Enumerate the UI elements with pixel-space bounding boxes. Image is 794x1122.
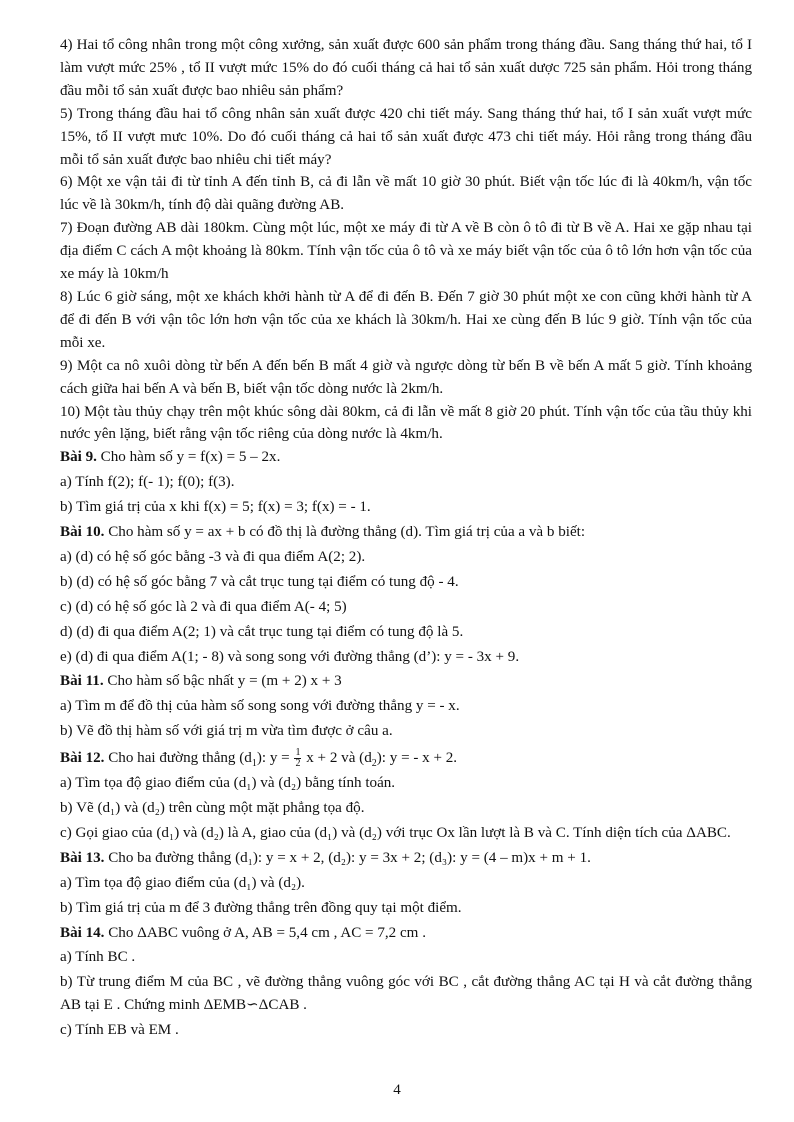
problem-8: 8) Lúc 6 giờ sáng, một xe khách khởi hành từ A để đi đến B. Đến 7 giờ 30 phút một xe con cũng khởi hành từ A để đi đến B với vận tôc lớn hơn vận tốc của xe khách là 30km/h. Hai xe cùng đến B lúc 9 giờ. Tính vận tốc của mỗi xe. xyxy=(60,288,752,351)
bai11-heading xyxy=(60,670,752,693)
bai11-text: Cho hàm số bậc nhất y = (m + 2) x + 3 xyxy=(103,673,342,690)
bai11-b: b) Vẽ đồ thị hàm số với giá trị m vừa tìm được ở câu a. xyxy=(60,723,393,740)
bai10-b: b) (d) có hệ số góc bằng 7 và cắt trục tung tại điểm có tung độ - 4. xyxy=(60,573,459,590)
problem-4: 4) Hai tổ công nhân trong một công xưởng, sản xuất được 600 sản phẩm trong tháng đầu. Sang tháng thứ hai, tổ I làm vượt mức 25% , tổ II vượt mức 15% do đó cuối tháng cả hai tổ sản xuất dược 725 sản phẩm. Hỏi trong tháng đầu mỗi tổ sản xuất được bao nhiêu sản phẩm? xyxy=(60,37,752,99)
bai12-b: b) Vẽ (d₁) và (d₂) trên cùng một mặt phẳng tọa độ. xyxy=(60,800,365,816)
bai9-a: a) Tính f(2); f(- 1); f(0); f(3). xyxy=(60,474,235,491)
problem-6: 6) Một xe vận tải đi từ tỉnh A đến tỉnh B, cả đi lẫn về mất 10 giờ 30 phút. Biết vận tốc lúc đi là 40km/h, vận tốc lúc về là 30km/h, tính độ dài quãng đường AB. xyxy=(60,174,752,214)
bai14-c: c) Tính EB và EM . xyxy=(60,1022,179,1039)
bai12-sub1: 1 xyxy=(251,758,257,770)
bai10-heading xyxy=(60,521,752,544)
problem-7: 7) Đoạn đường AB dài 180km. Cùng một lúc, một xe máy đi từ A về B còn ô tô đi từ B về A. Hai xe gặp nhau tại địa điểm C cách A một khoảng là 80km. Tính vận tốc của ô tô và xe máy biết vận tốc của ô tô lớn hơn vận tốc của xe máy là 10km/h xyxy=(60,220,752,283)
bai14-a: a) Tính BC . xyxy=(60,949,136,966)
bai12-c: c) Gọi giao của (d₁) và (d₂) là A, giao của (d₁) và (d₂) với trục Ox lần lượt là B và C. Tính diện tích của ΔABC. xyxy=(60,824,731,841)
bai9-b: b) Tìm giá trị của x khi f(x) = 5; f(x) = 3; f(x) = - 1. xyxy=(60,499,371,516)
bai14-text: Cho ΔABC vuông ở A, AB = 5,4 cm , AC = 7,2 cm . xyxy=(104,924,426,941)
problem-9: 9) Một ca nô xuôi dòng từ bến A đến bến B mất 4 giờ và ngược dòng từ bến B về bến A mất 5 giờ. Tính khoảng cách giữa hai bến A và bến B, biết vận tốc dòng nước là 2km/h. xyxy=(60,357,752,397)
bai10-text: Cho hàm số y = ax + b có đồ thị là đường thẳng (d). Tìm giá trị của a và b biết: xyxy=(104,524,586,541)
bai12-text-after: x + 2 và (d xyxy=(302,750,372,767)
bai10-a: a) (d) có hệ số góc bằng -3 và đi qua điểm A(2; 2). xyxy=(60,548,366,565)
bai10-c: c) (d) có hệ số góc là 2 và đi qua điểm A(- 4; 5) xyxy=(60,598,347,615)
problem-5: 5) Trong tháng đầu hai tổ công nhân sản xuất được 420 chi tiết máy. Sang tháng thứ hai, tổ I sản xuất vượt mức 15%, tổ II vượt mưc 10%. Do đó cuối tháng cả hai tổ sản xuất được 473 chi tiết máy. Hỏi rằng trong tháng đầu mỗi tổ sản xuất được bao nhiêu chi tiết máy? xyxy=(60,105,752,168)
document-page xyxy=(60,34,752,1042)
fraction-one-half xyxy=(294,748,301,769)
bai13-text: Cho ba đường thẳng (d₁): y = x + 2, (d₂): y = 3x + 2; (d₃): y = (4 – m)x + m + 1. xyxy=(104,849,591,866)
bai11-label: Bài 11. xyxy=(60,673,104,690)
bai12-a: a) Tìm tọa độ giao điểm của (d₁) và (d₂) bằng tính toán. xyxy=(60,775,396,792)
problem-10: 10) Một tàu thủy chạy trên một khúc sông dài 80km, cả đi lẫn về mất 8 giờ 20 phút. Tính vận tốc của tầu thủy khi nước yên lặng, biết rằng vận tốc riêng của dòng nước là 4km/h. xyxy=(60,403,752,443)
fraction-denominator: 2 xyxy=(295,758,301,770)
bai12-sub2: 2 xyxy=(371,758,377,770)
page-number: 4 xyxy=(393,1082,401,1098)
fraction-numerator: 1 xyxy=(295,747,301,759)
bai10-label: Bài 10. xyxy=(60,524,105,541)
bai11-a: a) Tìm m để đồ thị của hàm số song song với đường thẳng y = - x. xyxy=(60,698,460,715)
bai12-heading xyxy=(60,747,752,770)
bai12-text-mid: ): y = xyxy=(256,750,294,767)
bai13-a: a) Tìm tọa độ giao điểm của (d₁) và (d₂). xyxy=(60,874,305,891)
bai10-e: e) (d) đi qua điểm A(1; - 8) và song song với đường thẳng (d’): y = - 3x + 9. xyxy=(60,648,520,665)
bai12-label: Bài 12. xyxy=(60,750,105,767)
bai9-text: Cho hàm số y = f(x) = 5 – 2x. xyxy=(96,449,281,466)
bai9-heading xyxy=(60,446,752,469)
bai13-label: Bài 13. xyxy=(60,849,105,866)
bai12-text-end: ): y = - x + 2. xyxy=(376,750,458,767)
bai14-label: Bài 14. xyxy=(60,924,105,941)
bai12-text-before: Cho hai đường thẳng (d xyxy=(104,750,252,767)
bai13-b: b) Tìm giá trị của m để 3 đường thẳng trên đồng quy tại một điểm. xyxy=(60,899,462,916)
bai14-b: b) Từ trung điểm M của BC , vẽ đường thẳng vuông góc với BC , cắt đường thẳng AC tại H và cắt đường thẳng AB tại E . Chứng minh ΔEMB∽ΔCAB . xyxy=(60,974,752,1014)
bai9-label: Bài 9. xyxy=(60,449,97,466)
bai13-heading xyxy=(60,847,752,870)
bai14-heading xyxy=(60,922,752,945)
bai10-d: d) (d) đi qua điểm A(2; 1) và cắt trục tung tại điểm có tung độ là 5. xyxy=(60,623,464,640)
